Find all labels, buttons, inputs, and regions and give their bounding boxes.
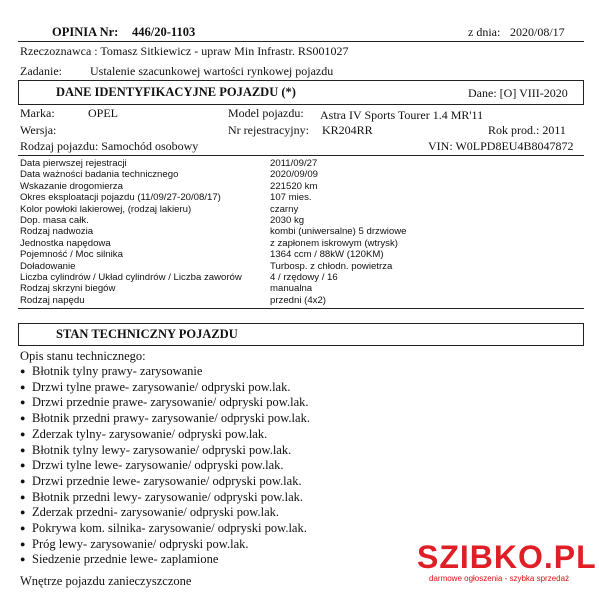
list-item [20,427,267,442]
rodzaj-pojazdu: Rodzaj pojazdu: Samochód osobowy [20,139,199,153]
spec-label: Kolor powłoki lakierowej, (rodzaj lakieru) [20,203,192,215]
watermark-tagline: darmowe ogłoszenia - szybka sprzedaż [429,574,570,583]
spec-label: Rodzaj skrzyni biegów [20,283,116,295]
list-item [20,474,302,489]
list-item-text: Zderzak tylny- zarysowanie/ odpryski pow.lak. [32,426,268,441]
spec-label: Data ważności badania technicznego [20,169,179,181]
spec-value: 107 mies. [270,192,312,204]
bullet-icon: ● [20,491,26,502]
list-item-text: Błotnik tylny lewy- zarysowanie/ odpryski pow.lak. [32,442,292,457]
spec-label: Wskazanie drogomierza [20,180,123,192]
bullet-icon: ● [20,523,26,533]
bullet-icon: ● [20,444,26,455]
header-divider [18,41,584,42]
nr-rej-label: Nr rejestracyjny: [228,123,309,137]
date-label: z dnia: [468,25,501,39]
opinia-label: OPINIA Nr: [52,25,119,39]
spec-label: Liczba cylindrów / Układ cylindrów / Liczba zaworów [20,272,242,283]
date-value: 2020/08/17 [510,25,565,39]
list-item [20,537,249,552]
bullet-icon: ● [20,381,26,392]
model-value: Astra IV Sports Tourer 1.4 MR'11 [320,108,484,122]
technical-title: STAN TECHNICZNY POJAZDU [56,327,238,341]
spec-value: z zapłonem iskrowym (wtrysk) [270,237,398,249]
list-item-text: Błotnik przedni lewy- zarysowanie/ odpryski pow.lak. [32,489,304,504]
identification-title: DANE IDENTYFIKACYJNE POJAZDU (*) [56,85,296,99]
list-item-text: Drzwi tylne lewe- zarysowanie/ odpryski pow.lak. [32,458,284,473]
spec-value: 2011/09/27 [270,158,318,169]
wersja-label: Wersja: [20,123,57,137]
spec-value: czarny [270,203,299,215]
spec-label: Okres eksploatacji pojazdu (11/09/27-20/08/17) [20,192,221,204]
bullet-icon: ● [20,538,26,549]
marka-value: OPEL [88,106,118,120]
list-item-text: Zderzak przedni- zarysowanie/ odpryski pow.lak. [32,505,280,520]
bullet-icon: ● [20,554,26,565]
watermark-logo: SZIBKO.PL [417,539,597,575]
technical-footer: Wnętrze pojazdu zanieczyszczone [20,574,192,588]
spec-value: 221520 km [270,180,318,192]
zadanie-label: Zadanie: [20,64,62,78]
list-item [20,395,309,410]
spec-label: Rodzaj napędu [20,294,85,306]
bullet-icon: ● [20,413,26,424]
rok-prod: Rok prod.: 2011 [488,123,566,137]
specs-divider [18,308,584,309]
opis-label: Opis stanu technicznego: [20,349,146,363]
spec-label: Jednostka napędowa [20,237,111,249]
list-item [20,364,202,379]
list-item [20,552,218,567]
bullet-icon: ● [20,507,26,518]
list-item [20,380,290,395]
rzeczoznawca-line: Rzeczoznawca : Tomasz Sitkiewicz - upraw Min Infrastr. RS001027 [20,44,349,58]
nr-rej-value: KR204RR [322,123,373,137]
spec-label: Dop. masa całk. [20,215,89,226]
spec-label: Pojemność / Moc silnika [20,249,123,261]
spec-label: Rodzaj nadwozia [20,226,94,238]
list-item [20,411,310,426]
list-item-text: Błotnik przedni prawy- zarysowanie/ odpryski pow.lak. [32,411,310,426]
identification-divider [18,155,584,156]
list-item [20,443,291,458]
spec-label: Doładowanie [20,260,76,272]
list-item-text: Drzwi przednie prawe- zarysowanie/ odpryski pow.lak. [32,395,309,410]
list-item [20,521,307,536]
list-item-text: Próg lewy- zarysowanie/ odpryski pow.lak. [32,536,249,551]
bullet-icon: ● [20,428,26,439]
opinia-number: 446/20-1103 [132,25,196,39]
model-label: Model pojazdu: [228,106,304,120]
list-item [20,490,303,505]
zadanie-value: Ustalenie szacunkowej wartości rynkowej pojazdu [90,64,334,78]
vin: VIN: W0LPD8EU4B8047872 [428,139,574,153]
list-item-text: Drzwi przednie lewe- zarysowanie/ odpryski pow.lak. [32,473,302,488]
list-item-text: Pokrywa kom. silnika- zarysowanie/ odpryski pow.lak. [32,521,307,535]
list-item-text: Drzwi tylne prawe- zarysowanie/ odpryski pow.lak. [32,379,291,394]
spec-label: Data pierwszej rejestracji [20,158,127,169]
spec-value: 2030 kg [270,215,305,226]
list-item-text: Siedzenie przednie lewe- zaplamione [32,552,219,567]
bullet-icon: ● [20,475,26,486]
spec-value: przedni (4x2) [270,294,326,306]
spec-value: manualna [270,283,313,295]
spec-value: Turbosp. z chłodn. powietrza [270,260,393,272]
list-item [20,458,284,473]
list-item-text: Błotnik tylny prawy- zarysowanie [32,364,203,378]
spec-value: 1364 ccm / 88kW (120KM) [270,249,384,261]
spec-value: kombi (uniwersalne) 5 drzwiowe [270,226,407,238]
bullet-icon: ● [20,460,26,471]
marka-label: Marka: [20,106,55,120]
list-item [20,505,279,520]
bullet-icon: ● [20,366,26,376]
dane-label: Dane: [O] VIII-2020 [468,86,568,100]
bullet-icon: ● [20,397,26,408]
spec-value: 2020/09/09 [270,169,319,181]
spec-value: 4 / rzędowy / 16 [270,272,338,283]
